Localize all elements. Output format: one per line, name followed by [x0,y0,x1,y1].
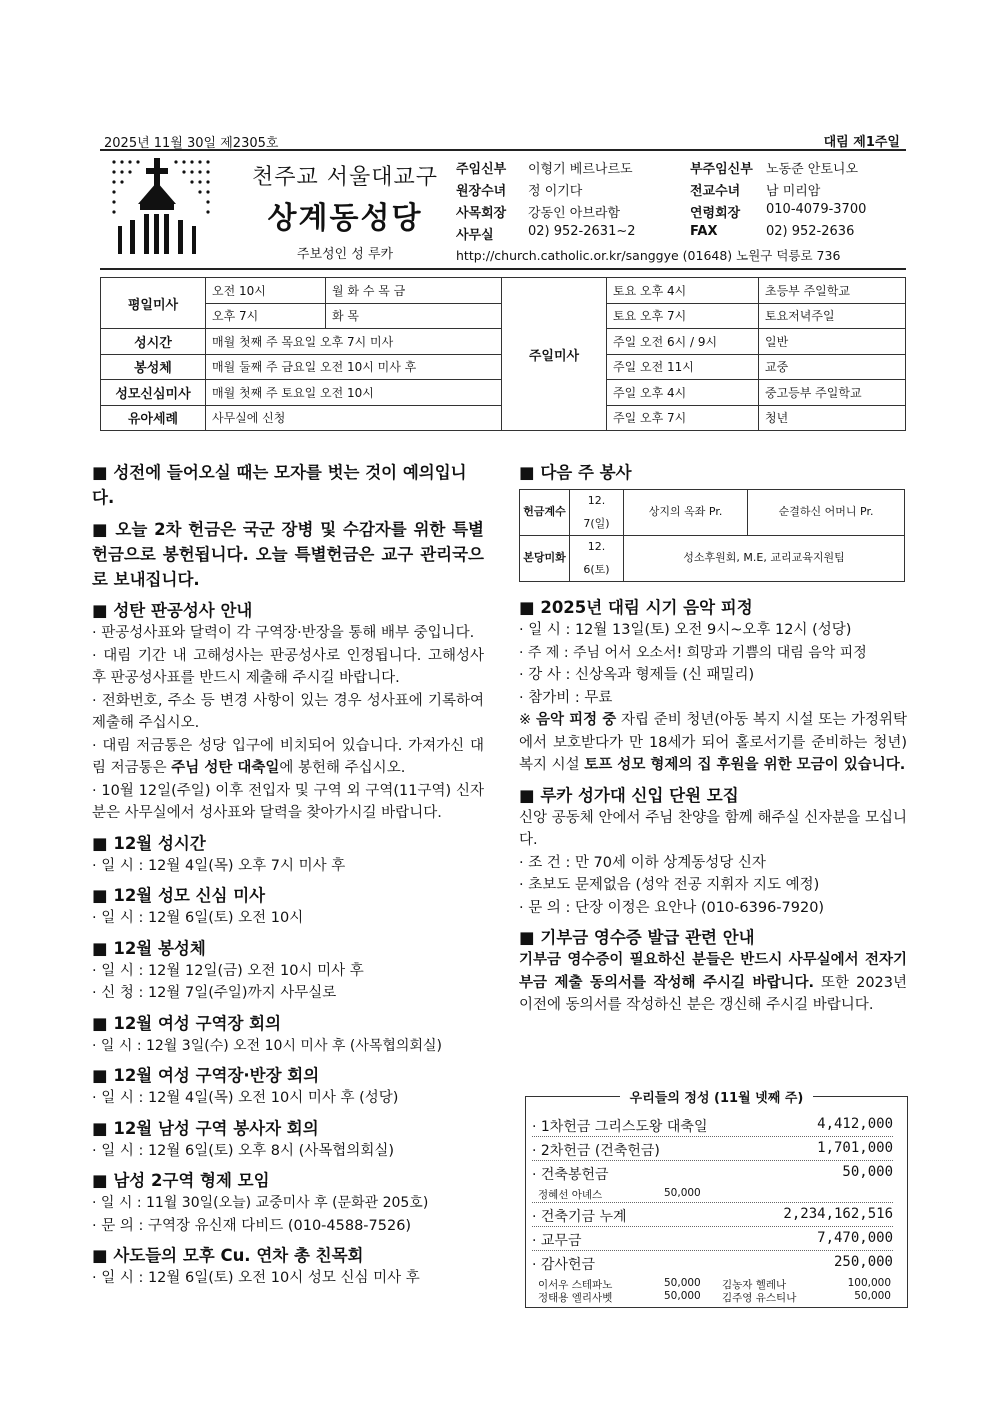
donor-amount: 50,000 [664,1187,701,1199]
service-title: ■ 다음 주 봉사 [519,463,632,482]
fundraising-note [519,709,907,777]
offering-row [532,1253,893,1303]
weekday-days: 월 화 수 목 금 [326,278,502,304]
choir-line: · 조 건 : 만 70세 이하 상계동성당 신자 [519,854,766,871]
item-title: ■ 12월 여성 구역장 회의 [92,1013,282,1033]
service-team: 순결하신 어머니 Pr. [748,490,905,536]
receipt-rest: 또한 2023년 이전에 동의서를 작성하신 분은 갱신해 주시길 바랍니다. [519,974,908,1013]
staff-role: 주임신부 [456,162,507,177]
schedule-label: 봉성체 [101,354,206,380]
staff-role: 전교수녀 [690,184,741,199]
sunday-group: 청년 [759,405,906,431]
item-line: · 일 시 : 12월 6일(토) 오후 8시 (사목협의회실) [92,1142,394,1159]
item-title: ■ 12월 봉성체 [92,938,206,958]
mass-schedule-table [100,277,906,431]
offering-name: · 교무금 [532,1233,582,1249]
weekday-days: 화 목 [326,303,502,329]
choir-line: · 문 의 : 단장 이정은 요안나 (010-6396-7920) [519,899,825,916]
offering-title: 우리들의 정성 (11월 넷째 주) [620,1091,814,1106]
header-divider [100,268,906,270]
schedule-text: 매월 첫째 주 목요일 오후 7시 미사 [206,329,502,355]
item-line: · 일 시 : 12월 4일(목) 오후 7시 미사 후 [92,857,346,874]
staff-role: 사목회장 [456,206,507,221]
donor-amount: 100,000 [847,1277,891,1289]
staff-name: 이형기 베르나르도 [528,162,633,177]
sunday-time: 주일 오전 11시 [607,354,759,380]
weekday-time: 오후 7시 [206,303,326,329]
donor-name: 김주영 유스티나 [722,1292,797,1304]
schedule-label: 유아세례 [101,405,206,431]
offering-box [525,1091,908,1308]
confession-line: · 대림 기간 내 고해성사는 판공성사로 인정됩니다. 고해성사 후 판공성사표를 반드시 제출해 주시길 바랍니다. [92,647,484,686]
sunday-time: 주일 오후 7시 [607,405,759,431]
service-table [519,489,905,582]
schedule-text: 매월 둘째 주 금요일 오전 10시 미사 후 [206,354,502,380]
sunday-group: 중고등부 주일학교 [759,380,906,406]
confession-line: · 10월 12일(주일) 이후 전입자 및 구역 외 구역(11구역) 신자분은 사무실에서 성사표와 달력을 찾아가시길 바랍니다. [92,782,484,821]
sunday-time: 토요 오후 7시 [607,303,759,329]
issue-date: 2025년 11월 30일 제2305호 [104,136,279,151]
sunday-group: 토요저녁주일 [759,303,906,329]
item-line: · 일 시 : 11월 30일(오늘) 교중미사 후 (문화관 205호) [92,1195,429,1211]
offering-amount: 7,470,000 [817,1230,893,1246]
savings-text: 에 봉헌해 주십시오. [279,760,406,776]
item-line: · 일 시 : 12월 6일(토) 오전 10시 성모 신심 미사 후 [92,1270,420,1286]
confession-line: · 전화번호, 주소 등 변경 사항이 있는 경우 성사표에 기록하여 제출해 주십시오. [92,692,484,731]
offering-row [532,1229,893,1251]
offering-amount: 250,000 [833,1254,893,1270]
item-line: · 일 시 : 12월 12일(금) 오전 10시 미사 후 [92,962,364,979]
donor-amount: 50,000 [664,1277,701,1289]
item-line: · 문 의 : 구역장 유신재 다비드 (010-4588-7526) [92,1217,412,1234]
schedule-label: 성모신심미사 [101,380,206,406]
sunday-time: 주일 오후 4시 [607,380,759,406]
staff-row [456,158,906,180]
staff-name: 정 이기다 [528,184,583,199]
advent-savings-line [92,735,484,780]
receipt-title: ■ 기부금 영수증 발급 관련 안내 [519,928,755,947]
receipt-text [519,949,907,1017]
concert-line: · 일 시 : 12월 13일(토) 오전 9시~오후 12시 (성당) [519,622,852,638]
item-title: ■ 12월 여성 구역장·반장 회의 [92,1066,320,1085]
schedule-text: 매월 첫째 주 토요일 오전 10시 [206,380,502,406]
concert-title: ■ 2025년 대림 시기 음악 피정 [519,598,753,617]
staff-name: 노동준 안토니오 [766,162,859,177]
service-team: 상지의 옥좌 Pr. [624,490,748,536]
staff-directory [456,158,906,263]
office-phone: 02) 952-2631~2 [528,224,636,239]
offering-row [532,1115,893,1137]
item-title: ■ 사도들의 모후 Cu. 연차 총 친목회 [92,1246,364,1265]
offering-amount: 50,000 [842,1164,893,1180]
diocese-name: 천주교 서울대교구 [251,165,438,190]
offering-name: · 1차헌금 그리스도왕 대축일 [532,1119,708,1135]
sunday-time: 토요 오후 4시 [607,278,759,304]
choir-intro: 신앙 공동체 안에서 주님 찬양을 함께 해주실 신자분을 모십니다. [519,809,907,848]
item-title: ■ 12월 성시간 [92,833,206,853]
offering-row [532,1139,893,1161]
item-title: ■ 12월 남성 구역 봉사자 회의 [92,1118,319,1138]
item-title: ■ 남성 2구역 형제 모임 [92,1171,270,1190]
donor-name: 김농자 헬레나 [722,1279,787,1291]
offering-amount: 2,234,162,516 [783,1206,893,1222]
choir-title: ■ 루카 성가대 신입 단원 모집 [519,785,739,805]
item-line: · 일 시 : 12월 4일(목) 오전 10시 미사 후 (성당) [92,1090,399,1106]
item-line: · 일 시 : 12월 6일(토) 오전 10시 [92,910,304,926]
confession-title: ■ 성탄 판공성사 안내 [92,601,253,620]
service-kind: 헌금계수 [520,490,570,536]
savings-bold: 주님 성탄 대축일 [171,760,280,776]
savings-text: · 대림 저금통은 성당 입구에 비치되어 있습니다. 가져가신 대림 저금통은 [92,737,484,776]
offering-name: · 건축기금 누계 [532,1209,627,1225]
sunday-time: 주일 오전 6시 / 9시 [607,329,759,355]
sunday-group: 교중 [759,354,906,380]
staff-name: 남 미리암 [766,184,821,199]
parish-title-block [250,160,440,262]
church-logo-icon [108,156,214,262]
concert-line: · 주 제 : 주님 어서 오소서! 희망과 기쁨의 대림 음악 피정 [519,644,867,661]
concert-line: · 강 사 : 신상옥과 형제들 (신 패밀리) [519,667,755,683]
note-text: 자립 준비 청년(아동 복지 시설 또는 가정위탁에서 보호받다가 만 18세가 되어 홀로서기를 준비하는 청년) 복지 시설 [519,712,907,773]
confession-line: · 판공성사표와 달력이 각 구역장·반장을 통해 배부 중입니다. [92,625,475,641]
receipt-bold: 기부금 영수증이 필요하신 분들은 반드시 사무실에서 전자기부금 제출 동의서를 작성해 주시길 바랍니다. [519,952,907,991]
staff-row [456,180,906,202]
offering-name: · 감사헌금 [532,1257,595,1273]
note-bold: 토프 성모 형제의 집 후원을 위한 모금이 있습니다. [584,757,906,773]
sunday-mass-label: 주일미사 [502,278,607,431]
item-line: · 일 시 : 12월 3일(수) 오전 10시 미사 후 (사목협의회실) [92,1037,442,1054]
staff-row [456,202,906,224]
issue-line [100,131,906,151]
offering-title-wrap [526,1087,907,1106]
staff-role: 부주임신부 [690,162,753,177]
donor-amount: 50,000 [854,1290,891,1302]
website-address[interactable]: http://church.catholic.or.kr/sanggye (01648) 노원구 덕릉로 736 [456,248,841,263]
offering-row [532,1205,893,1227]
donor-name: 정혜선 아녜스 [538,1189,603,1201]
sunday-group: 초등부 주일학교 [759,278,906,304]
note-mark: ※ [519,712,536,728]
left-column [92,460,484,1290]
donor-name: 이서우 스테파노 [538,1279,613,1291]
item-title: ■ 12월 성모 신심 미사 [92,886,266,905]
hat-notice: ■ 성전에 들어오실 때는 모자를 벗는 것이 예의입니다. [92,463,467,507]
offering-amount: 4,412,000 [817,1116,893,1132]
donor-amount: 50,000 [664,1290,701,1302]
right-column [519,460,907,1017]
staff-role: 연령회장 [690,206,741,221]
parish-name: 상계동성당 [267,201,423,236]
service-kind: 본당미화 [520,536,570,582]
second-collection-notice: ■ 오늘 2차 헌금은 국군 장병 및 수감자를 위한 특별헌금으로 봉헌됩니다. 오늘 특별헌금은 교구 관리국으로 보내집니다. [92,520,484,589]
office-label: 사무실 [456,228,494,243]
staff-name: 강동인 아브라함 [528,206,621,221]
liturgical-season: 대림 제1주일 [823,135,900,150]
sunday-group: 일반 [759,329,906,355]
fax-number: 02) 952-2636 [766,224,855,239]
weekday-time: 오전 10시 [206,278,326,304]
schedule-label: 성시간 [101,329,206,355]
staff-phone: 010-4079-3700 [766,202,867,217]
offering-row [532,1163,893,1203]
donor-name: 정태용 엘리사벳 [538,1292,613,1304]
choir-line: · 초보도 문제없음 (성악 전공 지휘자 지도 예정) [519,877,820,893]
note-bold: 음악 피정 중 [535,712,617,728]
staff-row [456,224,906,246]
service-date: 12. 7(일) [570,490,624,536]
service-team: 성소후원회, M.E, 교리교육지원팀 [624,536,905,582]
schedule-text: 사무실에 신청 [206,405,502,431]
offering-name: · 건축봉헌금 [532,1167,609,1183]
fax-label: FAX [690,224,718,239]
weekday-mass-label: 평일미사 [101,278,206,329]
staff-role: 원장수녀 [456,184,507,199]
offering-amount: 1,701,000 [817,1140,893,1156]
offering-name: · 2차헌금 (건축헌금) [532,1143,660,1159]
service-date: 12. 6(토) [570,536,624,582]
concert-line: · 참가비 : 무료 [519,689,613,706]
patron-saint: 주보성인 성 루카 [296,247,394,262]
item-line: · 신 청 : 12월 7일(주일)까지 사무실로 [92,985,337,1001]
